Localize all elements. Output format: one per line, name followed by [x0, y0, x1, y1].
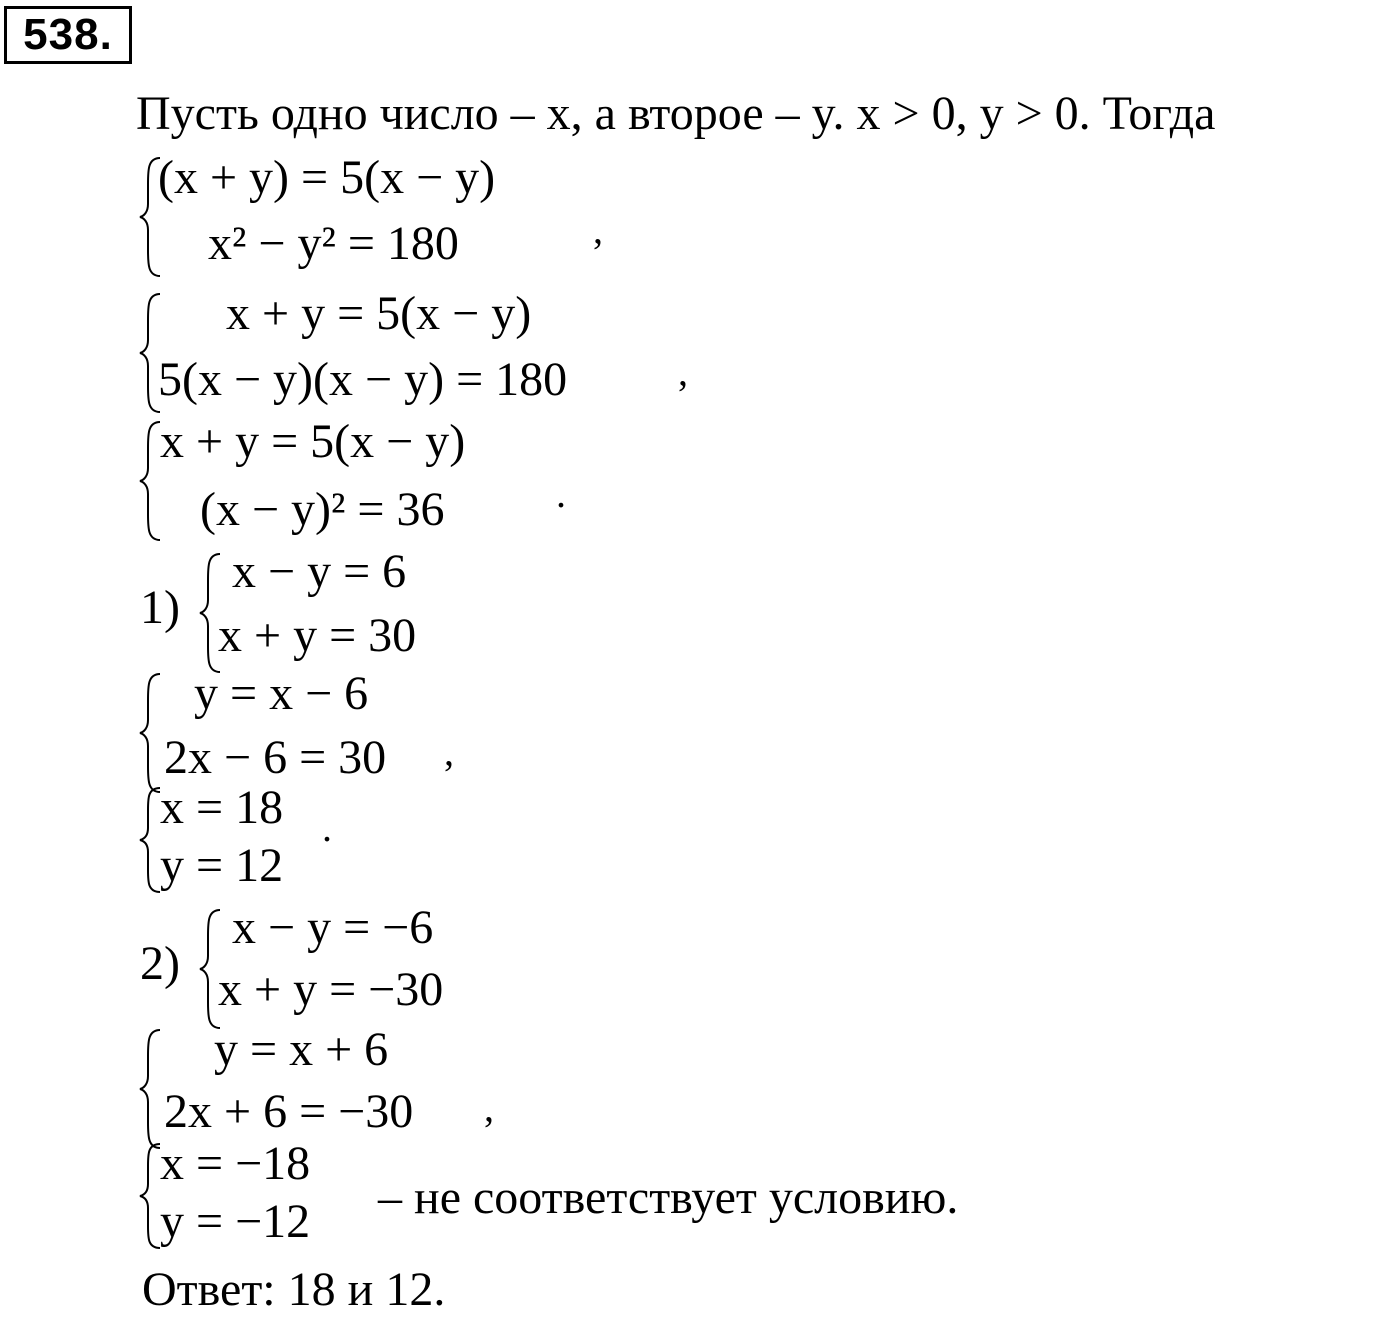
punctuation: , — [593, 207, 603, 252]
equation-line: y = x − 6 — [194, 667, 369, 720]
case-label: 2) — [140, 937, 180, 990]
equation-line: x² − y² = 180 — [208, 217, 459, 270]
equation-line: 2x − 6 = 30 — [164, 731, 387, 784]
equation-line: y = −12 — [160, 1195, 311, 1248]
equation-line: y = 12 — [160, 839, 284, 892]
equation-line: x = −18 — [160, 1137, 311, 1190]
brace-icon — [138, 1026, 164, 1152]
punctuation: , — [678, 349, 688, 394]
punctuation: , — [444, 729, 454, 774]
equation-line: x + y = 5(x − y) — [160, 415, 466, 468]
equation-line: (x − y)² = 36 — [200, 483, 445, 536]
equation-line: 5(x − y)(x − y) = 180 — [158, 353, 568, 406]
note-text: – не соответствует условию. — [378, 1171, 959, 1224]
case-label: 1) — [140, 581, 180, 634]
equation-line: x = 18 — [160, 781, 284, 834]
equation-line: x + y = −30 — [218, 963, 444, 1016]
equation-line: x − y = −6 — [232, 901, 434, 954]
intro-text: Пусть одно число – x, а второе – y. x > 0, y > 0. Тогда — [136, 87, 1216, 140]
punctuation: . — [556, 471, 566, 516]
equation-line: 2x + 6 = −30 — [164, 1085, 414, 1138]
punctuation: . — [322, 805, 332, 850]
equation-line: x + y = 30 — [218, 609, 417, 662]
brace-icon — [138, 670, 164, 796]
equation-line: x − y = 6 — [232, 545, 407, 598]
equation-line: (x + y) = 5(x − y) — [158, 151, 496, 204]
equation-line: y = x + 6 — [214, 1023, 389, 1076]
answer-text: Ответ: 18 и 12. — [142, 1263, 446, 1316]
punctuation: , — [484, 1085, 494, 1130]
problem-number: 538. — [4, 6, 132, 64]
equation-line: x + y = 5(x − y) — [226, 287, 532, 340]
